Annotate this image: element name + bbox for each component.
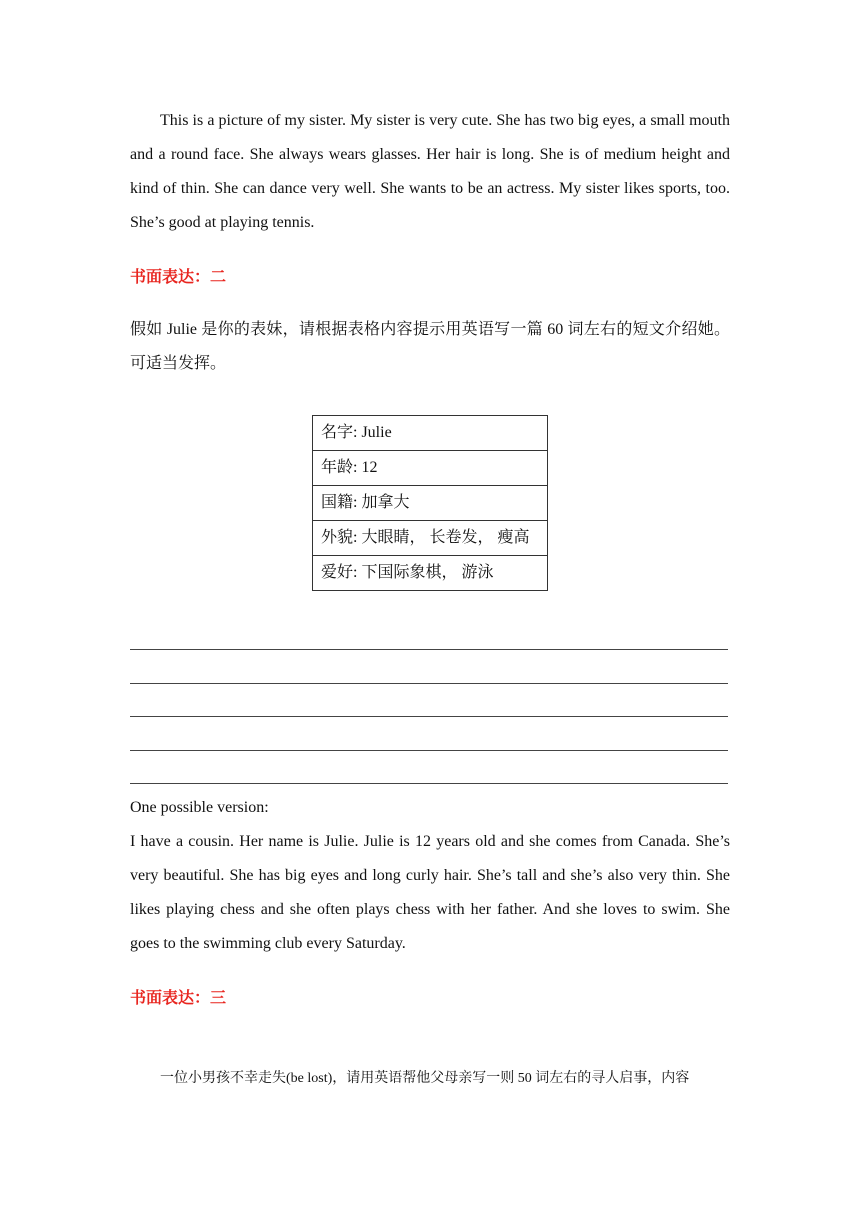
table-row <box>313 451 548 486</box>
task-prompt-2: 假如 Julie 是你的表妹，请根据表格内容提示用英语写一篇 60 词左右的短文介绍她。可适当发挥。 <box>130 321 730 372</box>
answer-line <box>130 683 728 684</box>
table-cell-hobbies: 爱好: 下国际象棋， 游泳 <box>313 556 548 591</box>
info-table <box>312 415 548 591</box>
table-row <box>313 486 548 521</box>
section-heading-3: 书面表达：三 <box>130 988 227 1007</box>
table-row <box>313 416 548 451</box>
section-heading-2: 书面表达：二 <box>130 267 227 286</box>
sample-answer: I have a cousin. Her name is Julie. Julie is 12 years old and she comes from Canada. She’s very beautiful. She has big eyes and long curly hair. She’s tall and she’s also very thin. She likes playing chess and she often plays chess with her father. And she loves to swim. She goes to the swimming club every Saturday. <box>130 833 730 952</box>
table-cell-name: 名字: Julie <box>313 416 548 451</box>
table-cell-appearance: 外貌: 大眼睛， 长卷发， 瘦高 <box>313 521 548 556</box>
task-prompt-3: 一位小男孩不幸走失(be lost)，请用英语帮他父母亲写一则 50 词左右的寻人启事，内容 <box>160 1071 690 1086</box>
essay-paragraph-sister: This is a picture of my sister. My sister is very cute. She has two big eyes, a small mouth and a round face. She always wears glasses. Her hair is long. She is of medium height and kind of thin. She can dance very well. She wants to be an actress. My sister likes sports, too. She’s good at playing tennis. <box>130 112 730 231</box>
answer-line <box>130 716 728 717</box>
answer-line <box>130 750 728 751</box>
table-row <box>313 556 548 591</box>
answer-line <box>130 649 728 650</box>
table-row <box>313 521 548 556</box>
table-cell-nationality: 国籍: 加拿大 <box>313 486 548 521</box>
table-cell-age: 年龄: 12 <box>313 451 548 486</box>
answer-line <box>130 783 728 784</box>
sample-label: One possible version: <box>130 799 269 816</box>
